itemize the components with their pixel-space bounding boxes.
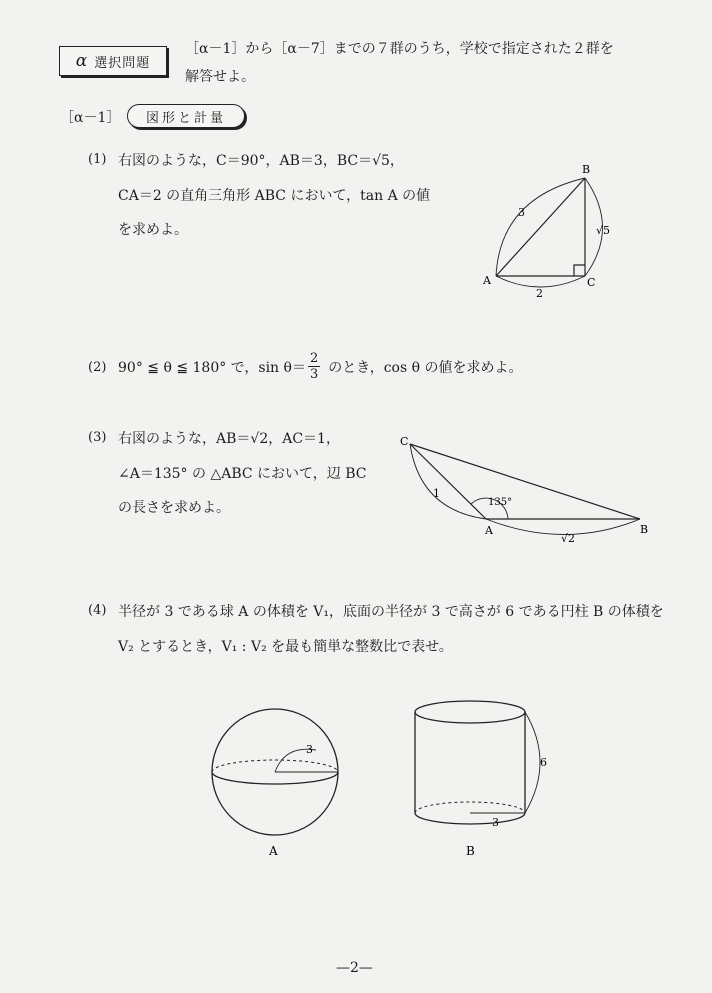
- sphere-radius-label: 3: [306, 743, 313, 756]
- cylinder-radius-label: 3: [492, 816, 499, 829]
- q1-arc-ca: [496, 276, 585, 287]
- q1-label-c: C: [587, 276, 596, 289]
- q3-length-ac: 1: [433, 487, 440, 500]
- q2-number: (2): [88, 360, 107, 375]
- q4-number: (4): [88, 603, 107, 618]
- q3-length-ab: √2: [561, 532, 576, 545]
- q3-angle-label: 135°: [488, 497, 513, 508]
- q1-length-ca: 2: [536, 287, 543, 300]
- q3-line-1: 右図のような，AB＝√2，AC＝1，: [118, 431, 340, 447]
- q2-fraction: [308, 351, 320, 382]
- section-id: ［α－1］: [60, 110, 121, 126]
- q2-text: [118, 351, 522, 382]
- selection-label: 選択問題: [94, 55, 151, 71]
- cylinder-top: [415, 701, 525, 723]
- q4-line-2: V₂ とするとき，V₁ : V₂ を最も簡単な整数比で表せ。: [118, 639, 453, 655]
- q2-text-after: のとき，cos θ の値を求めよ。: [328, 359, 523, 376]
- cylinder-base-back: [415, 802, 525, 813]
- q3-label-b: B: [640, 523, 649, 536]
- q2-fraction-numerator: 2: [309, 351, 319, 366]
- q1-right-triangle-figure: [470, 158, 650, 308]
- cylinder-b: [415, 701, 540, 824]
- q3-line-3: の長さを求めよ。: [118, 500, 230, 516]
- cylinder-label: B: [466, 844, 475, 858]
- q1-right-angle-mark: [574, 265, 585, 276]
- q3-side-cb: [410, 444, 640, 519]
- q3-line-2: ∠A＝135° の △ABC において，辺 BC: [118, 466, 367, 482]
- cylinder-base-front: [415, 813, 525, 824]
- selection-problem-box: [59, 46, 167, 76]
- q1-length-bc: √5: [596, 224, 611, 237]
- q1-line-3: を求めよ。: [118, 222, 188, 238]
- alpha-symbol: α: [75, 51, 89, 71]
- q3-label-a: A: [485, 524, 493, 537]
- q4-line-1: 半径が 3 である球 A の体積を V₁，底面の半径が 3 で高さが 6 である円柱 B の体積を: [118, 604, 664, 620]
- sphere-equator-front: [212, 772, 338, 784]
- q1-length-ab: 3: [518, 206, 525, 219]
- cylinder-height-arc: [525, 712, 540, 813]
- section-topic: 図形と計量: [145, 110, 226, 126]
- q1-line-2: CA＝2 の直角三角形 ABC において，tan A の値: [118, 188, 431, 204]
- q1-line-1: 右図のような，C＝90°，AB＝3，BC＝√5，: [118, 153, 404, 169]
- q3-side-ca: [410, 444, 486, 519]
- sphere-label: A: [269, 844, 278, 858]
- instruction-line-1: ［α－1］から［α－7］までの７群のうち，学校で指定された２群を: [185, 41, 614, 57]
- q1-label-b: B: [582, 163, 591, 176]
- q1-number: (1): [88, 152, 107, 167]
- q4-solids-figure: [200, 700, 560, 860]
- instruction-line-2: 解答せよ。: [185, 69, 255, 85]
- page-number: —2—: [336, 960, 373, 976]
- cylinder-height-label: 6: [540, 756, 547, 769]
- q1-label-a: A: [483, 274, 491, 287]
- q2-fraction-denominator: 3: [309, 367, 319, 382]
- sphere-equator-back: [212, 760, 338, 772]
- q3-label-c: C: [400, 435, 409, 448]
- q3-number: (3): [88, 430, 107, 445]
- sphere-a: [212, 709, 338, 835]
- section-topic-pill: [127, 104, 245, 128]
- q2-text-before: 90° ≦ θ ≦ 180° で，sin θ＝: [118, 359, 306, 376]
- q3-obtuse-triangle-figure: [395, 430, 660, 550]
